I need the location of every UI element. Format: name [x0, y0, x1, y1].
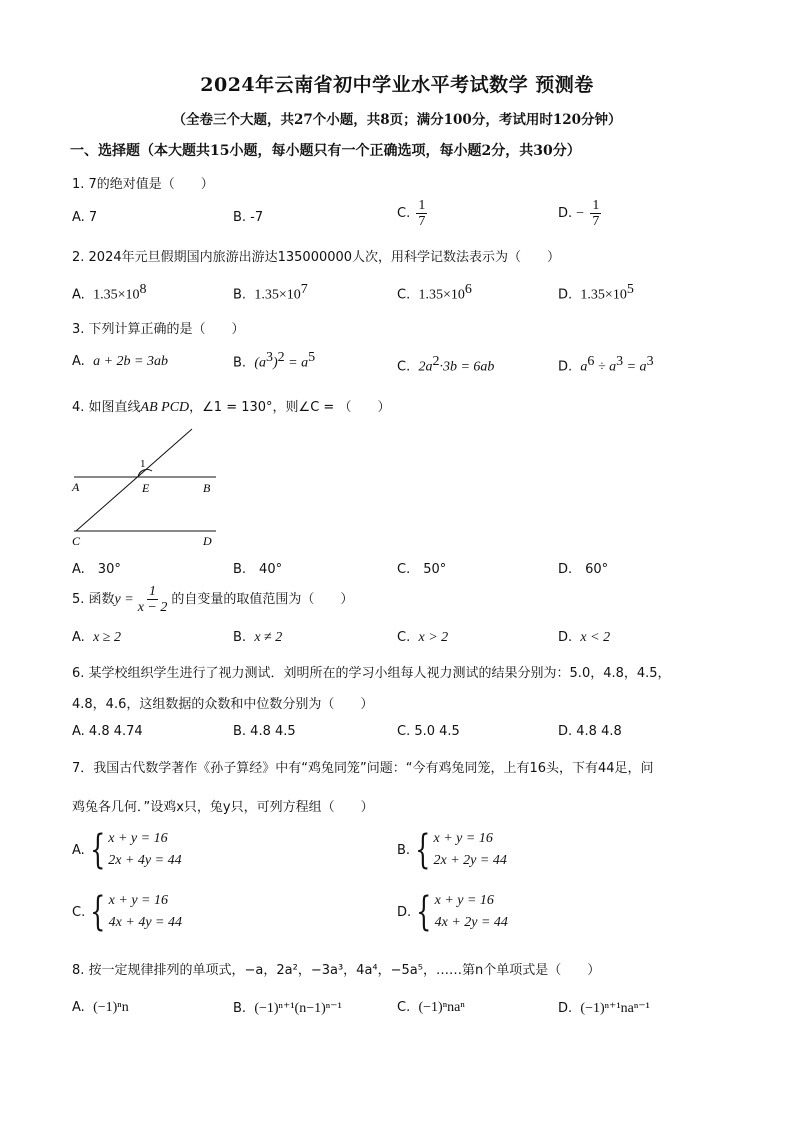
q4-option-d[interactable]: D. 60° — [558, 562, 609, 577]
option-label: A. — [72, 354, 85, 369]
transversal-line — [76, 429, 192, 531]
q5-option-b[interactable] — [233, 630, 282, 646]
question-6-stem-line1: 6. 某学校组织学生进行了视力测试．刘明所在的学习小组每人视力测试的结果分别为：5.0，4.8，4.5， — [72, 666, 671, 681]
equation-1: x + y = 16 — [108, 831, 168, 846]
option-value: (−1)ⁿ⁺¹naⁿ⁻¹ — [580, 1001, 650, 1016]
label-a: A — [72, 480, 80, 494]
question-7-stem-line1: 7．我国古代数学著作《孙子算经》中有“鸡兔同笼”问题：“今有鸡兔同笼，上有16头，下有44足，问 — [72, 761, 654, 776]
exponent: 6 — [587, 354, 595, 369]
exponent: 7 — [300, 282, 308, 297]
label-e: E — [142, 481, 150, 495]
q7-option-c[interactable] — [72, 890, 182, 934]
brace-icon: { — [415, 827, 431, 873]
label-c: C — [72, 534, 81, 548]
option-value: 1.35×10 — [93, 287, 140, 303]
q4-option-a[interactable]: A. 30° — [72, 562, 121, 577]
q1-option-c[interactable] — [397, 198, 429, 229]
option-label: B. — [233, 1001, 247, 1016]
parallel-lines-figure — [66, 425, 226, 550]
q1-option-b[interactable]: B. -7 — [233, 210, 264, 225]
option-value: a + 2b = 3ab — [93, 354, 168, 369]
fraction-numerator: 1 — [418, 198, 426, 213]
question-7-stem-line2: 鸡兔各几何．”设鸡x只，兔y只，可列方程组（ ） — [72, 800, 374, 815]
q2-option-b[interactable] — [233, 282, 308, 303]
option-label: A. — [72, 287, 85, 303]
exponent: 3 — [646, 354, 654, 369]
brace-icon: { — [416, 889, 432, 935]
q2-option-a[interactable] — [72, 282, 146, 303]
stem-text: 5. 函数 — [72, 592, 115, 607]
option-label: C. — [72, 904, 86, 920]
option-value: x > 2 — [418, 630, 449, 645]
option-value: 1.35×10 — [254, 287, 301, 303]
q8-option-a[interactable] — [72, 1000, 129, 1016]
option-value: 1.35×10 — [418, 287, 465, 303]
q8-option-c[interactable] — [397, 1000, 465, 1016]
question-8-stem: 8. 按一定规律排列的单项式，−a，2a²，−3a³，4a⁴，−5a⁵，……第n个单项式是（ ） — [72, 963, 601, 978]
option-label: D. — [397, 904, 412, 920]
option-value: ·3b = 6ab — [439, 359, 495, 375]
exponent: 5 — [308, 350, 316, 365]
option-value: 2a — [418, 359, 433, 375]
exponent: 8 — [139, 282, 147, 297]
q7-option-b[interactable] — [397, 828, 507, 872]
equation-1: x + y = 16 — [433, 831, 493, 846]
option-label: C. — [397, 206, 411, 221]
q6-option-c[interactable]: C. 5.0 4.5 — [397, 724, 460, 739]
option-value: x ≠ 2 — [254, 630, 283, 645]
q6-option-b[interactable]: B. 4.8 4.5 — [233, 724, 296, 739]
q4-option-b[interactable]: B. 40° — [233, 562, 283, 577]
math-expression: AB PCD — [140, 400, 190, 415]
q2-option-d[interactable] — [558, 282, 634, 303]
q7-option-d[interactable] — [397, 890, 508, 934]
exponent: 2 — [432, 354, 440, 369]
option-label: B. — [397, 842, 411, 858]
option-value: = a — [284, 355, 309, 371]
option-label: A. — [72, 630, 85, 645]
equation-2: 4x + 4y = 44 — [108, 915, 182, 930]
option-label: A. — [72, 842, 85, 858]
fraction-numerator: 1 — [592, 198, 600, 213]
option-value: ) — [273, 355, 278, 371]
q6-option-d[interactable]: D. 4.8 4.8 — [558, 724, 622, 739]
brace-icon: { — [89, 827, 106, 873]
q8-option-d[interactable] — [558, 1000, 650, 1017]
option-value: (−1)ⁿ⁺¹(n−1)ⁿ⁻¹ — [254, 1001, 342, 1016]
q2-option-c[interactable] — [397, 282, 472, 303]
option-label: D. — [558, 630, 573, 645]
equation-2: 2x + 4y = 44 — [108, 853, 182, 868]
question-5-stem — [72, 584, 353, 615]
question-1-stem: 1. 7的绝对值是（ ） — [72, 177, 214, 192]
option-value: (−1)ⁿn — [93, 1000, 129, 1015]
option-value: (a — [254, 355, 266, 371]
q1-option-a[interactable]: A. 7 — [72, 210, 98, 225]
stem-text: 4. 如图直线 — [72, 400, 141, 415]
q5-option-c[interactable] — [397, 630, 448, 646]
option-label: B. — [233, 630, 247, 645]
page-title: 2024年云南省初中学业水平考试数学 预测卷 — [200, 74, 594, 96]
q3-option-a[interactable] — [72, 354, 168, 370]
minus-sign: − — [576, 206, 585, 221]
option-value: (−1)ⁿnaⁿ — [418, 1000, 465, 1015]
q8-option-b[interactable] — [233, 1000, 342, 1017]
exponent: 3 — [616, 354, 624, 369]
option-label: D. — [558, 1001, 573, 1016]
exponent: 2 — [277, 350, 285, 365]
equation-2: 4x + 2y = 44 — [434, 915, 508, 930]
equation-1: x + y = 16 — [434, 893, 494, 908]
fraction-denominator: x − 2 — [137, 600, 168, 615]
question-3-stem: 3. 下列计算正确的是（ ） — [72, 322, 245, 337]
option-label: D. — [558, 206, 573, 221]
fraction-denominator: 7 — [592, 214, 600, 229]
exponent: 6 — [464, 282, 472, 297]
option-value: a — [580, 359, 588, 375]
option-label: C. — [397, 287, 411, 303]
option-value: = a — [623, 359, 647, 375]
label-angle-1: 1 — [140, 458, 146, 470]
equation-1: x + y = 16 — [108, 893, 168, 908]
option-label: A. — [72, 1000, 85, 1015]
question-6-stem-line2: 4.8，4.6，这组数据的众数和中位数分别为（ ） — [72, 697, 374, 712]
exponent: 5 — [626, 282, 634, 297]
option-label: C. — [397, 1000, 411, 1015]
fraction-denominator: 7 — [418, 214, 426, 229]
section-heading: 一、选择题（本大题共15小题，每小题只有一个正确选项，每小题2分，共30分） — [70, 143, 581, 159]
stem-text: ，∠1 = 130°，则∠C = （ ） — [189, 400, 391, 415]
q3-option-c[interactable] — [397, 354, 494, 375]
q3-option-d[interactable] — [558, 354, 654, 375]
q7-option-a[interactable] — [72, 828, 182, 872]
q1-option-d[interactable] — [558, 198, 603, 229]
option-value: 1.35×10 — [580, 287, 627, 303]
option-label: D. — [558, 359, 573, 375]
option-label: B. — [233, 287, 247, 303]
q5-option-d[interactable] — [558, 630, 610, 646]
equation-2: 2x + 2y = 44 — [433, 853, 507, 868]
option-value: x ≥ 2 — [93, 630, 121, 645]
q3-option-b[interactable] — [233, 350, 315, 371]
option-label: B. — [233, 355, 247, 371]
exponent: 3 — [266, 350, 273, 365]
option-value: x < 2 — [580, 630, 611, 645]
option-label: D. — [558, 287, 573, 303]
option-label: C. — [397, 630, 411, 645]
option-value: ÷ a — [594, 359, 617, 375]
question-2-stem: 2. 2024年元旦假期国内旅游出游达135000000人次，用科学记数法表示为（ ） — [72, 250, 561, 265]
fraction-numerator: 1 — [149, 584, 157, 599]
label-b: B — [203, 481, 211, 495]
option-label: C. — [397, 359, 411, 375]
q5-option-a[interactable] — [72, 630, 121, 646]
brace-icon: { — [90, 889, 106, 935]
label-d: D — [203, 534, 212, 548]
q6-option-a[interactable]: A. 4.8 4.74 — [72, 724, 143, 739]
exam-info: （全卷三个大题，共27个小题，共8页；满分100分，考试用时120分钟） — [172, 112, 622, 128]
q4-option-c[interactable]: C. 50° — [397, 562, 447, 577]
stem-text: 的自变量的取值范围为（ ） — [171, 592, 354, 607]
math-expression: y = — [114, 592, 134, 607]
question-4-stem — [72, 396, 390, 416]
